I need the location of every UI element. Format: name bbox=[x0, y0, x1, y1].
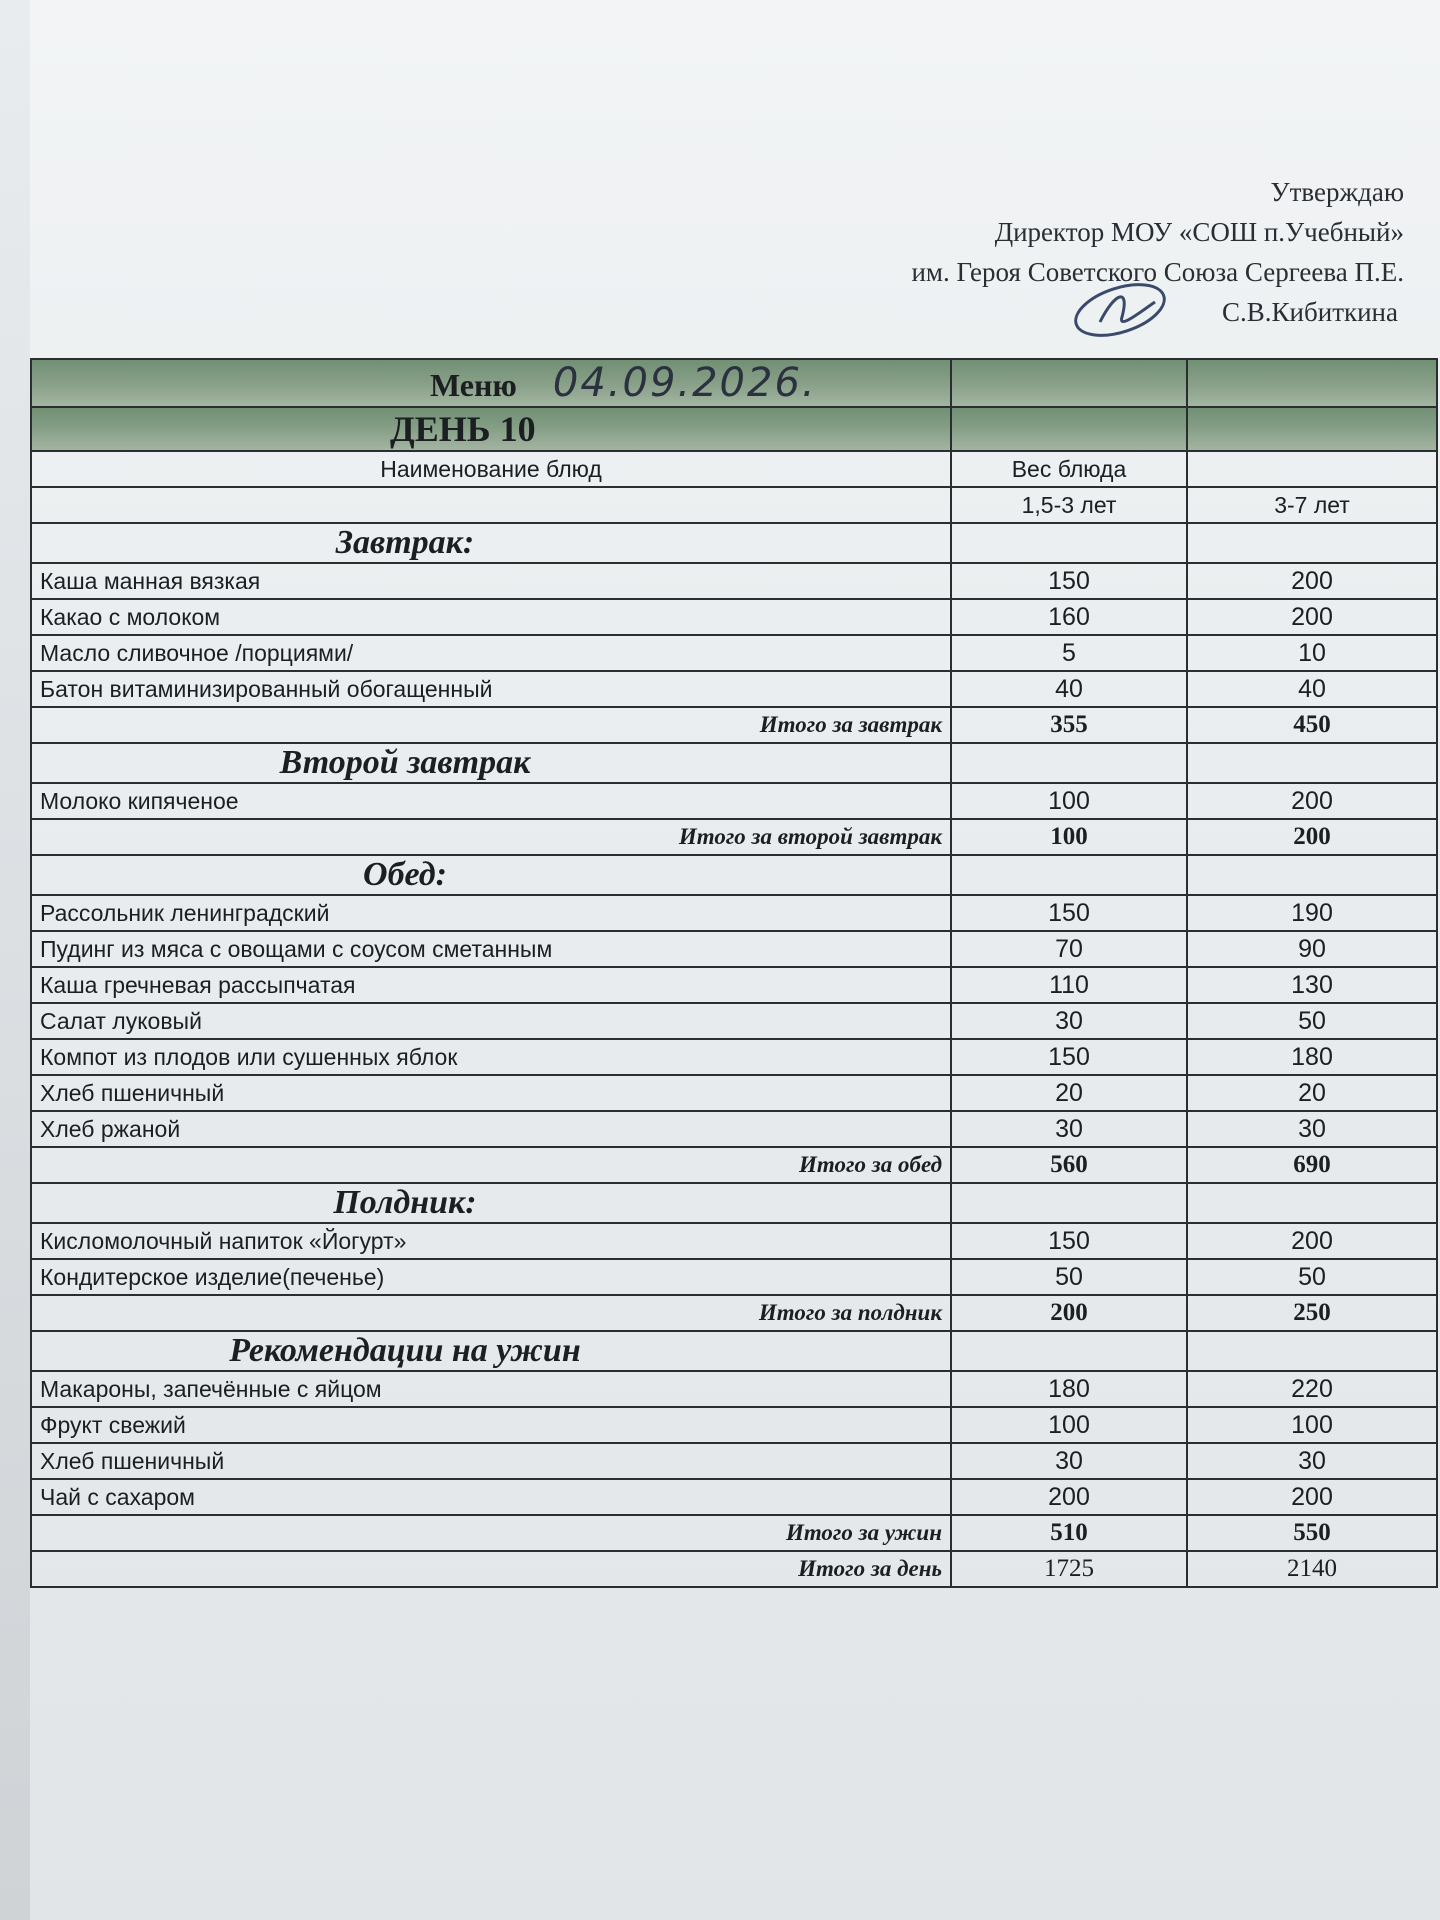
dish-name: Каша гречневая рассыпчатая bbox=[31, 967, 951, 1003]
section-header-row bbox=[31, 1183, 1437, 1223]
weight-age-2: 40 bbox=[1187, 671, 1437, 707]
age-group-2: 3-7 лет bbox=[1187, 487, 1437, 523]
age-header-row bbox=[31, 487, 1437, 523]
weight-age-1: 40 bbox=[951, 671, 1187, 707]
weight-age-1: 20 bbox=[951, 1075, 1187, 1111]
day-total-label: Итого за день bbox=[31, 1551, 951, 1587]
weight-age-2: 200 bbox=[1187, 1479, 1437, 1515]
section-header-row bbox=[31, 855, 1437, 895]
weight-age-2: 10 bbox=[1187, 635, 1437, 671]
dish-name: Чай с сахаром bbox=[31, 1479, 951, 1515]
total-age-2: 250 bbox=[1187, 1295, 1437, 1331]
menu-table bbox=[30, 358, 1438, 1588]
day-total-age-1: 1725 bbox=[951, 1551, 1187, 1587]
section-title: Завтрак: bbox=[31, 523, 951, 563]
weight-age-1: 180 bbox=[951, 1371, 1187, 1407]
table-row bbox=[31, 1259, 1437, 1295]
approval-title: Утверждаю bbox=[1270, 177, 1404, 207]
column-weight-header: Вес блюда bbox=[951, 451, 1187, 487]
table-row bbox=[31, 563, 1437, 599]
weight-age-1: 150 bbox=[951, 1039, 1187, 1075]
table-row bbox=[31, 783, 1437, 819]
weight-age-2: 200 bbox=[1187, 599, 1437, 635]
weight-age-2: 30 bbox=[1187, 1443, 1437, 1479]
total-age-2: 450 bbox=[1187, 707, 1437, 743]
table-row bbox=[31, 1223, 1437, 1259]
weight-age-1: 200 bbox=[951, 1479, 1187, 1515]
weight-age-2: 20 bbox=[1187, 1075, 1437, 1111]
dish-name: Каша манная вязкая bbox=[31, 563, 951, 599]
dish-name: Рассольник ленинградский bbox=[31, 895, 951, 931]
column-name-header: Наименование блюд bbox=[31, 451, 951, 487]
weight-age-1: 30 bbox=[951, 1111, 1187, 1147]
total-row bbox=[31, 707, 1437, 743]
total-age-1: 355 bbox=[951, 707, 1187, 743]
weight-age-1: 5 bbox=[951, 635, 1187, 671]
weight-age-2: 200 bbox=[1187, 1223, 1437, 1259]
table-row bbox=[31, 895, 1437, 931]
weight-age-2: 50 bbox=[1187, 1259, 1437, 1295]
dish-name: Хлеб пшеничный bbox=[31, 1075, 951, 1111]
weight-age-1: 70 bbox=[951, 931, 1187, 967]
section-header-row bbox=[31, 743, 1437, 783]
weight-age-2: 200 bbox=[1187, 563, 1437, 599]
dish-name: Какао с молоком bbox=[31, 599, 951, 635]
total-label: Итого за завтрак bbox=[31, 707, 951, 743]
day-total-age-2: 2140 bbox=[1187, 1551, 1437, 1587]
table-row bbox=[31, 599, 1437, 635]
section-title: Рекомендации на ужин bbox=[31, 1331, 951, 1371]
weight-age-1: 160 bbox=[951, 599, 1187, 635]
weight-age-1: 100 bbox=[951, 783, 1187, 819]
total-label: Итого за второй завтрак bbox=[31, 819, 951, 855]
menu-title-row bbox=[31, 359, 1437, 407]
dish-name: Кондитерское изделие(печенье) bbox=[31, 1259, 951, 1295]
total-row bbox=[31, 1147, 1437, 1183]
total-age-1: 200 bbox=[951, 1295, 1187, 1331]
total-age-1: 510 bbox=[951, 1515, 1187, 1551]
table-row bbox=[31, 1443, 1437, 1479]
weight-age-2: 100 bbox=[1187, 1407, 1437, 1443]
weight-age-2: 50 bbox=[1187, 1003, 1437, 1039]
weight-age-2: 200 bbox=[1187, 783, 1437, 819]
weight-age-1: 150 bbox=[951, 1223, 1187, 1259]
section-header-row bbox=[31, 523, 1437, 563]
table-row bbox=[31, 1371, 1437, 1407]
approval-position: Директор МОУ «СОШ п.Учебный» bbox=[994, 217, 1404, 247]
total-row bbox=[31, 1295, 1437, 1331]
dish-name: Батон витаминизированный обогащенный bbox=[31, 671, 951, 707]
weight-age-2: 180 bbox=[1187, 1039, 1437, 1075]
dish-name: Кисломолочный напиток «Йогурт» bbox=[31, 1223, 951, 1259]
signature-icon bbox=[1060, 272, 1180, 342]
weight-age-1: 150 bbox=[951, 563, 1187, 599]
dish-name: Молоко кипяченое bbox=[31, 783, 951, 819]
table-row bbox=[31, 1479, 1437, 1515]
dish-name: Компот из плодов или сушенных яблок bbox=[31, 1039, 951, 1075]
day-row bbox=[31, 407, 1437, 451]
table-row bbox=[31, 1111, 1437, 1147]
weight-age-1: 30 bbox=[951, 1003, 1187, 1039]
table-row bbox=[31, 931, 1437, 967]
table-row bbox=[31, 635, 1437, 671]
weight-age-2: 130 bbox=[1187, 967, 1437, 1003]
section-title: Обед: bbox=[31, 855, 951, 895]
table-row bbox=[31, 1003, 1437, 1039]
total-label: Итого за обед bbox=[31, 1147, 951, 1183]
day-label: ДЕНЬ 10 bbox=[31, 407, 951, 451]
dish-name: Пудинг из мяса с овощами с соусом сметанным bbox=[31, 931, 951, 967]
total-age-1: 100 bbox=[951, 819, 1187, 855]
total-label: Итого за ужин bbox=[31, 1515, 951, 1551]
dish-name: Макароны, запечённые с яйцом bbox=[31, 1371, 951, 1407]
column-header-row bbox=[31, 451, 1437, 487]
total-row bbox=[31, 1515, 1437, 1551]
section-title: Второй завтрак bbox=[31, 743, 951, 783]
weight-age-1: 110 bbox=[951, 967, 1187, 1003]
menu-date: 04.09.2026. bbox=[552, 360, 817, 406]
weight-age-2: 190 bbox=[1187, 895, 1437, 931]
menu-label: Меню bbox=[430, 367, 517, 403]
dish-name: Салат луковый bbox=[31, 1003, 951, 1039]
weight-age-1: 50 bbox=[951, 1259, 1187, 1295]
approval-name: С.В.Кибиткина bbox=[1222, 297, 1398, 327]
weight-age-1: 30 bbox=[951, 1443, 1187, 1479]
table-row bbox=[31, 1039, 1437, 1075]
section-header-row bbox=[31, 1331, 1437, 1371]
age-group-1: 1,5-3 лет bbox=[951, 487, 1187, 523]
total-age-2: 550 bbox=[1187, 1515, 1437, 1551]
total-age-2: 200 bbox=[1187, 819, 1437, 855]
section-title: Полдник: bbox=[31, 1183, 951, 1223]
weight-age-2: 30 bbox=[1187, 1111, 1437, 1147]
day-total-row bbox=[31, 1551, 1437, 1587]
approval-school: им. Героя Советского Союза Сергеева П.Е. bbox=[911, 257, 1404, 287]
total-label: Итого за полдник bbox=[31, 1295, 951, 1331]
dish-name: Хлеб ржаной bbox=[31, 1111, 951, 1147]
weight-age-1: 100 bbox=[951, 1407, 1187, 1443]
total-age-1: 560 bbox=[951, 1147, 1187, 1183]
weight-age-2: 90 bbox=[1187, 931, 1437, 967]
dish-name: Фрукт свежий bbox=[31, 1407, 951, 1443]
table-row bbox=[31, 967, 1437, 1003]
dish-name: Хлеб пшеничный bbox=[31, 1443, 951, 1479]
weight-age-2: 220 bbox=[1187, 1371, 1437, 1407]
table-row bbox=[31, 1407, 1437, 1443]
weight-age-1: 150 bbox=[951, 895, 1187, 931]
table-row bbox=[31, 1075, 1437, 1111]
total-row bbox=[31, 819, 1437, 855]
total-age-2: 690 bbox=[1187, 1147, 1437, 1183]
table-row bbox=[31, 671, 1437, 707]
dish-name: Масло сливочное /порциями/ bbox=[31, 635, 951, 671]
